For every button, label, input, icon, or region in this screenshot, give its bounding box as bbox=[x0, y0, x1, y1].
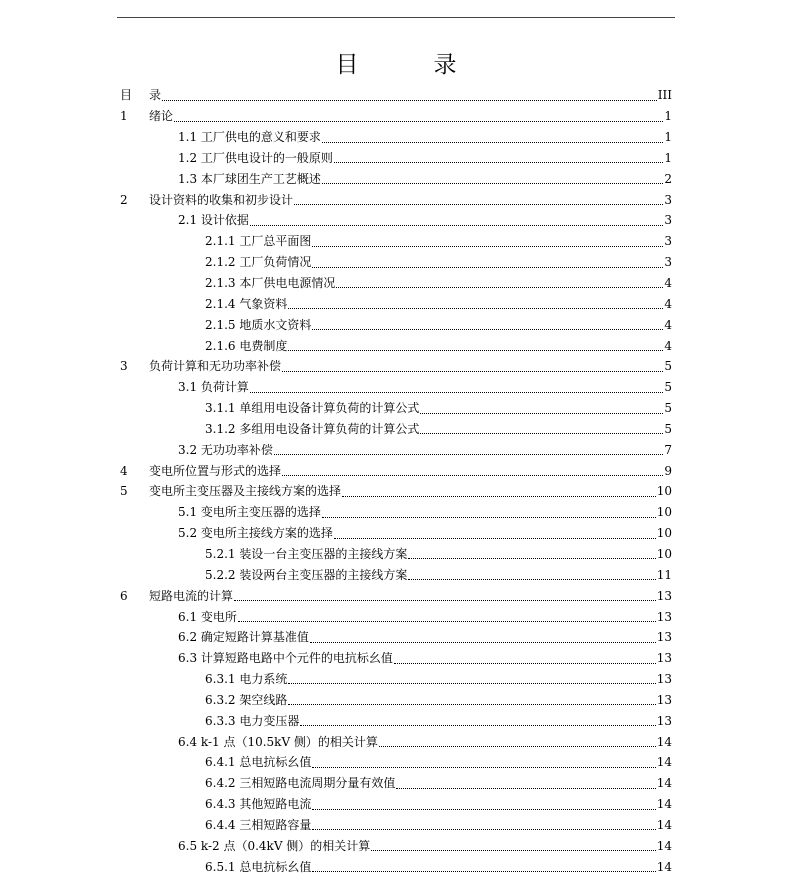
toc-entry-title: 5.2 变电所主接线方案的选择 bbox=[178, 526, 333, 541]
toc-page-number: 5 bbox=[664, 359, 672, 374]
toc-entry[interactable] bbox=[120, 273, 672, 294]
toc-page-number: 14 bbox=[656, 859, 672, 874]
toc-entry-title: 2.1.6 电费制度 bbox=[205, 338, 288, 353]
toc-page-number: 10 bbox=[656, 526, 672, 541]
toc-dot-leader bbox=[294, 195, 663, 205]
toc-chapter-number: 5 bbox=[120, 484, 128, 499]
toc-dot-leader bbox=[420, 424, 663, 434]
toc-page-number: 14 bbox=[656, 734, 672, 749]
toc-dot-leader bbox=[288, 299, 663, 309]
toc-dot-leader bbox=[312, 758, 655, 768]
toc-entry-title: 6.3 计算短路电路中个元件的电抗标幺值 bbox=[178, 651, 393, 666]
toc-dot-leader bbox=[334, 529, 656, 539]
toc-entry[interactable] bbox=[120, 502, 672, 523]
table-of-contents bbox=[120, 85, 672, 877]
toc-entry-title: 短路电流的计算 bbox=[149, 588, 234, 603]
toc-entry[interactable] bbox=[120, 168, 672, 189]
toc-entry[interactable] bbox=[120, 481, 672, 502]
toc-dot-leader bbox=[174, 112, 663, 122]
toc-entry-title: 录 bbox=[149, 88, 162, 103]
toc-entry-title: 6.3.1 电力系统 bbox=[205, 672, 288, 687]
toc-dot-leader bbox=[408, 549, 655, 559]
toc-page-number: 13 bbox=[656, 609, 672, 624]
toc-entry[interactable] bbox=[120, 189, 672, 210]
toc-dot-leader bbox=[162, 91, 657, 101]
toc-page-number: 11 bbox=[656, 567, 672, 582]
toc-entry[interactable] bbox=[120, 564, 672, 585]
toc-page-number: 4 bbox=[664, 317, 672, 332]
toc-entry-title: 5.1 变电所主变压器的选择 bbox=[178, 505, 321, 520]
toc-page-number: 14 bbox=[656, 817, 672, 832]
toc-dot-leader bbox=[312, 800, 655, 810]
toc-entry[interactable] bbox=[120, 523, 672, 544]
toc-dot-leader bbox=[312, 862, 655, 872]
toc-entry-title: 6.4.1 总电抗标幺值 bbox=[205, 755, 312, 770]
toc-page-number: 3 bbox=[664, 255, 672, 270]
toc-dot-leader bbox=[312, 320, 663, 330]
toc-entry[interactable] bbox=[120, 794, 672, 815]
toc-dot-leader bbox=[282, 362, 663, 372]
toc-dot-leader bbox=[322, 174, 663, 184]
toc-entry[interactable] bbox=[120, 710, 672, 731]
toc-entry[interactable] bbox=[120, 106, 672, 127]
toc-entry-title: 2.1.3 本厂供电电源情况 bbox=[205, 276, 336, 291]
toc-dot-leader bbox=[334, 153, 663, 163]
toc-dot-leader bbox=[420, 404, 663, 414]
toc-dot-leader bbox=[234, 591, 656, 601]
toc-entry[interactable] bbox=[120, 669, 672, 690]
toc-entry-title: 6.3.3 电力变压器 bbox=[205, 713, 300, 728]
toc-chapter-number: 4 bbox=[120, 463, 128, 478]
toc-chapter-number: 目 bbox=[120, 88, 133, 103]
toc-entry-title: 3.1.2 多组用电设备计算负荷的计算公式 bbox=[205, 421, 420, 436]
toc-entry[interactable] bbox=[120, 544, 672, 565]
toc-page-number: 13 bbox=[656, 672, 672, 687]
toc-entry[interactable] bbox=[120, 314, 672, 335]
toc-entry[interactable] bbox=[120, 335, 672, 356]
toc-page-number: 13 bbox=[656, 713, 672, 728]
toc-dot-leader bbox=[396, 779, 655, 789]
toc-entry-title: 6.1 变电所 bbox=[178, 609, 237, 624]
toc-entry[interactable] bbox=[120, 231, 672, 252]
toc-entry[interactable] bbox=[120, 752, 672, 773]
toc-page-number: 14 bbox=[656, 838, 672, 853]
toc-entry-title: 1.2 工厂供电设计的一般原则 bbox=[178, 150, 333, 165]
toc-entry-title: 绪论 bbox=[149, 109, 174, 124]
toc-entry[interactable] bbox=[120, 252, 672, 273]
toc-entry-title: 6.4.3 其他短路电流 bbox=[205, 797, 312, 812]
toc-entry-title: 变电所位置与形式的选择 bbox=[149, 463, 282, 478]
toc-entry-title: 5.2.1 装设一台主变压器的主接线方案 bbox=[205, 546, 408, 561]
toc-dot-leader bbox=[379, 737, 656, 747]
toc-page-number: 9 bbox=[664, 463, 672, 478]
toc-entry[interactable] bbox=[120, 606, 672, 627]
toc-entry-title: 设计资料的收集和初步设计 bbox=[149, 192, 294, 207]
toc-page-number: 10 bbox=[656, 484, 672, 499]
toc-entry[interactable] bbox=[120, 148, 672, 169]
toc-dot-leader bbox=[312, 237, 663, 247]
toc-dot-leader bbox=[310, 633, 656, 643]
toc-dot-leader bbox=[274, 445, 663, 455]
toc-entry-title: 2.1.4 气象资料 bbox=[205, 296, 288, 311]
toc-page-number: 4 bbox=[664, 338, 672, 353]
page-title: 目 录 bbox=[335, 52, 483, 78]
toc-page-number: 7 bbox=[664, 442, 672, 457]
toc-page-number: 1 bbox=[664, 150, 672, 165]
toc-page-number: 3 bbox=[664, 213, 672, 228]
toc-page-number: 13 bbox=[656, 588, 672, 603]
toc-entry[interactable] bbox=[120, 648, 672, 669]
toc-dot-leader bbox=[322, 508, 656, 518]
toc-entry[interactable] bbox=[120, 856, 672, 877]
toc-entry[interactable] bbox=[120, 419, 672, 440]
toc-entry-title: 6.3.2 架空线路 bbox=[205, 692, 288, 707]
toc-entry-title: 6.4 k-1 点（10.5kV 侧）的相关计算 bbox=[178, 734, 378, 749]
toc-chapter-number: 3 bbox=[120, 359, 128, 374]
toc-entry[interactable] bbox=[120, 773, 672, 794]
toc-chapter-number: 1 bbox=[120, 109, 128, 124]
toc-entry[interactable] bbox=[120, 293, 672, 314]
toc-page-number: 5 bbox=[664, 401, 672, 416]
toc-entry[interactable] bbox=[120, 731, 672, 752]
toc-entry[interactable] bbox=[120, 85, 672, 106]
toc-entry[interactable] bbox=[120, 627, 672, 648]
toc-entry-title: 3.1.1 单组用电设备计算负荷的计算公式 bbox=[205, 401, 420, 416]
toc-entry[interactable] bbox=[120, 835, 672, 856]
toc-dot-leader bbox=[288, 674, 655, 684]
toc-dot-leader bbox=[282, 466, 663, 476]
toc-page-number: 5 bbox=[664, 421, 672, 436]
toc-dot-leader bbox=[312, 258, 663, 268]
toc-entry-title: 6.4.4 三相短路容量 bbox=[205, 817, 312, 832]
header-rule bbox=[117, 17, 675, 18]
toc-page-number: 1 bbox=[664, 130, 672, 145]
toc-page-number: 4 bbox=[664, 276, 672, 291]
toc-entry-title: 2.1 设计依据 bbox=[178, 213, 249, 228]
toc-entry[interactable] bbox=[120, 439, 672, 460]
toc-dot-leader bbox=[288, 695, 655, 705]
toc-page-number: 13 bbox=[656, 630, 672, 645]
toc-page-number: III bbox=[657, 88, 672, 103]
toc-dot-leader bbox=[238, 612, 656, 622]
toc-entry-title: 2.1.1 工厂总平面图 bbox=[205, 234, 312, 249]
toc-page-number: 10 bbox=[656, 505, 672, 520]
toc-page-number: 2 bbox=[664, 171, 672, 186]
toc-dot-leader bbox=[288, 341, 663, 351]
toc-entry-title: 2.1.2 工厂负荷情况 bbox=[205, 255, 312, 270]
toc-dot-leader bbox=[394, 654, 656, 664]
toc-entry-title: 6.2 确定短路计算基准值 bbox=[178, 630, 309, 645]
toc-dot-leader bbox=[408, 570, 655, 580]
toc-entry-title: 6.5.1 总电抗标幺值 bbox=[205, 859, 312, 874]
toc-entry[interactable] bbox=[120, 815, 672, 836]
toc-entry[interactable] bbox=[120, 127, 672, 148]
toc-entry[interactable] bbox=[120, 356, 672, 377]
toc-page-number: 13 bbox=[656, 651, 672, 666]
toc-entry-title: 6.5 k-2 点（0.4kV 侧）的相关计算 bbox=[178, 838, 371, 853]
toc-entry[interactable] bbox=[120, 398, 672, 419]
toc-dot-leader bbox=[322, 133, 663, 143]
toc-entry-title: 变电所主变压器及主接线方案的选择 bbox=[149, 484, 342, 499]
toc-entry[interactable] bbox=[120, 377, 672, 398]
toc-page-number: 14 bbox=[656, 776, 672, 791]
toc-entry-title: 6.4.2 三相短路电流周期分量有效值 bbox=[205, 776, 396, 791]
toc-page-number: 1 bbox=[664, 109, 672, 124]
toc-entry[interactable] bbox=[120, 689, 672, 710]
toc-dot-leader bbox=[250, 216, 663, 226]
toc-page-number: 10 bbox=[656, 546, 672, 561]
toc-dot-leader bbox=[336, 278, 663, 288]
toc-entry-title: 负荷计算和无功功率补偿 bbox=[149, 359, 282, 374]
toc-dot-leader bbox=[300, 716, 655, 726]
toc-entry[interactable] bbox=[120, 460, 672, 481]
toc-dot-leader bbox=[342, 487, 656, 497]
toc-entry-title: 1.1 工厂供电的意义和要求 bbox=[178, 130, 321, 145]
toc-entry-title: 1.3 本厂球团生产工艺概述 bbox=[178, 171, 321, 186]
toc-entry-title: 5.2.2 装设两台主变压器的主接线方案 bbox=[205, 567, 408, 582]
toc-dot-leader bbox=[312, 820, 655, 830]
toc-chapter-number: 6 bbox=[120, 588, 128, 603]
toc-entry-title: 3.1 负荷计算 bbox=[178, 380, 249, 395]
toc-dot-leader bbox=[250, 383, 663, 393]
toc-entry-title: 2.1.5 地质水文资料 bbox=[205, 317, 312, 332]
toc-page-number: 13 bbox=[656, 692, 672, 707]
toc-page-number: 3 bbox=[664, 234, 672, 249]
toc-chapter-number: 2 bbox=[120, 192, 128, 207]
toc-page-number: 5 bbox=[664, 380, 672, 395]
toc-entry[interactable] bbox=[120, 210, 672, 231]
toc-page-number: 3 bbox=[664, 192, 672, 207]
toc-page-number: 14 bbox=[656, 797, 672, 812]
toc-page-number: 4 bbox=[664, 296, 672, 311]
toc-dot-leader bbox=[371, 841, 655, 851]
toc-page-number: 14 bbox=[656, 755, 672, 770]
toc-entry-title: 3.2 无功功率补偿 bbox=[178, 442, 273, 457]
toc-entry[interactable] bbox=[120, 585, 672, 606]
